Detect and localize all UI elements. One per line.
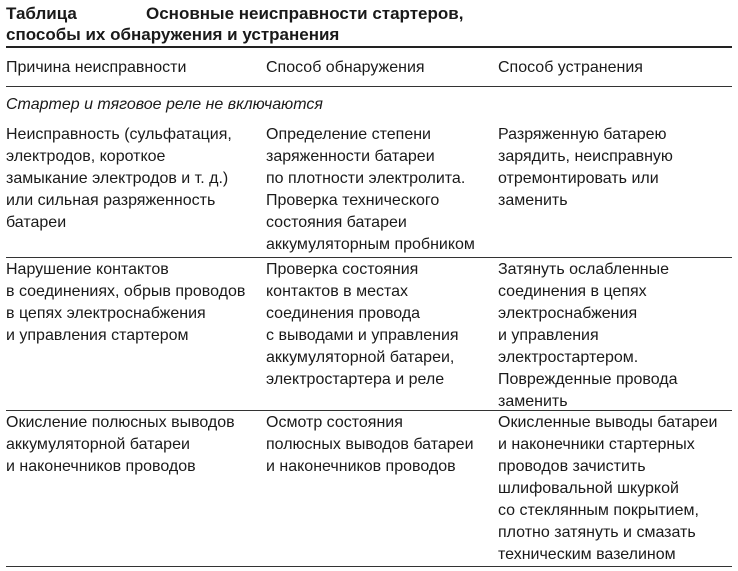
column-header-cause: Причина неисправности: [6, 59, 187, 76]
top-rule: [6, 46, 732, 48]
document-page: [6, 0, 732, 563]
table-title-line1: Основные неисправности стартеров,: [146, 4, 464, 23]
section-title: Стартер и тяговое реле не включаются: [6, 96, 323, 113]
column-header-remedy: Способ устранения: [498, 59, 643, 76]
table-label: Таблица: [6, 4, 77, 23]
row1-remedy: Разряженную батарею зарядить, неисправную отремонтировать или заменить: [498, 126, 673, 209]
row3-cause: Окисление полюсных выводов аккумуляторной батареи и наконечников проводов: [6, 414, 235, 475]
header-rule: [6, 86, 732, 87]
row2-detection: Проверка состояния контактов в местах соединения провода с выводами и управления аккумуляторной батареи, электростартера и реле: [266, 261, 459, 388]
row-divider: [6, 410, 732, 411]
table-title-line2: способы их обнаружения и устранения: [6, 25, 340, 44]
row1-detection: Определение степени заряженности батареи по плотности электролита. Проверка технического состояния батареи аккумуляторным пробником: [266, 126, 475, 253]
column-header-detection: Способ обнаружения: [266, 59, 425, 76]
row2-cause: Нарушение контактов в соединениях, обрыв проводов в цепях электроснабжения и управления стартером: [6, 261, 246, 344]
row1-cause: Неисправность (сульфатация, электродов, короткое замыкание электродов и т. д.) или сильная разряженность батареи: [6, 126, 232, 231]
row3-detection: Осмотр состояния полюсных выводов батареи и наконечников проводов: [266, 414, 474, 475]
bottom-rule: [6, 566, 732, 567]
row3-remedy: Окисленные выводы батареи и наконечники стартерных проводов зачистить шлифовальной шкуркой со стеклянным покрытием, плотно затянуть и смазать техническим вазелином: [498, 414, 718, 563]
row2-remedy: Затянуть ослабленные соединения в цепях электроснабжения и управления электростартером. Поврежденные провода заменить: [498, 261, 678, 410]
row-divider: [6, 257, 732, 258]
table-caption: [6, 0, 732, 46]
